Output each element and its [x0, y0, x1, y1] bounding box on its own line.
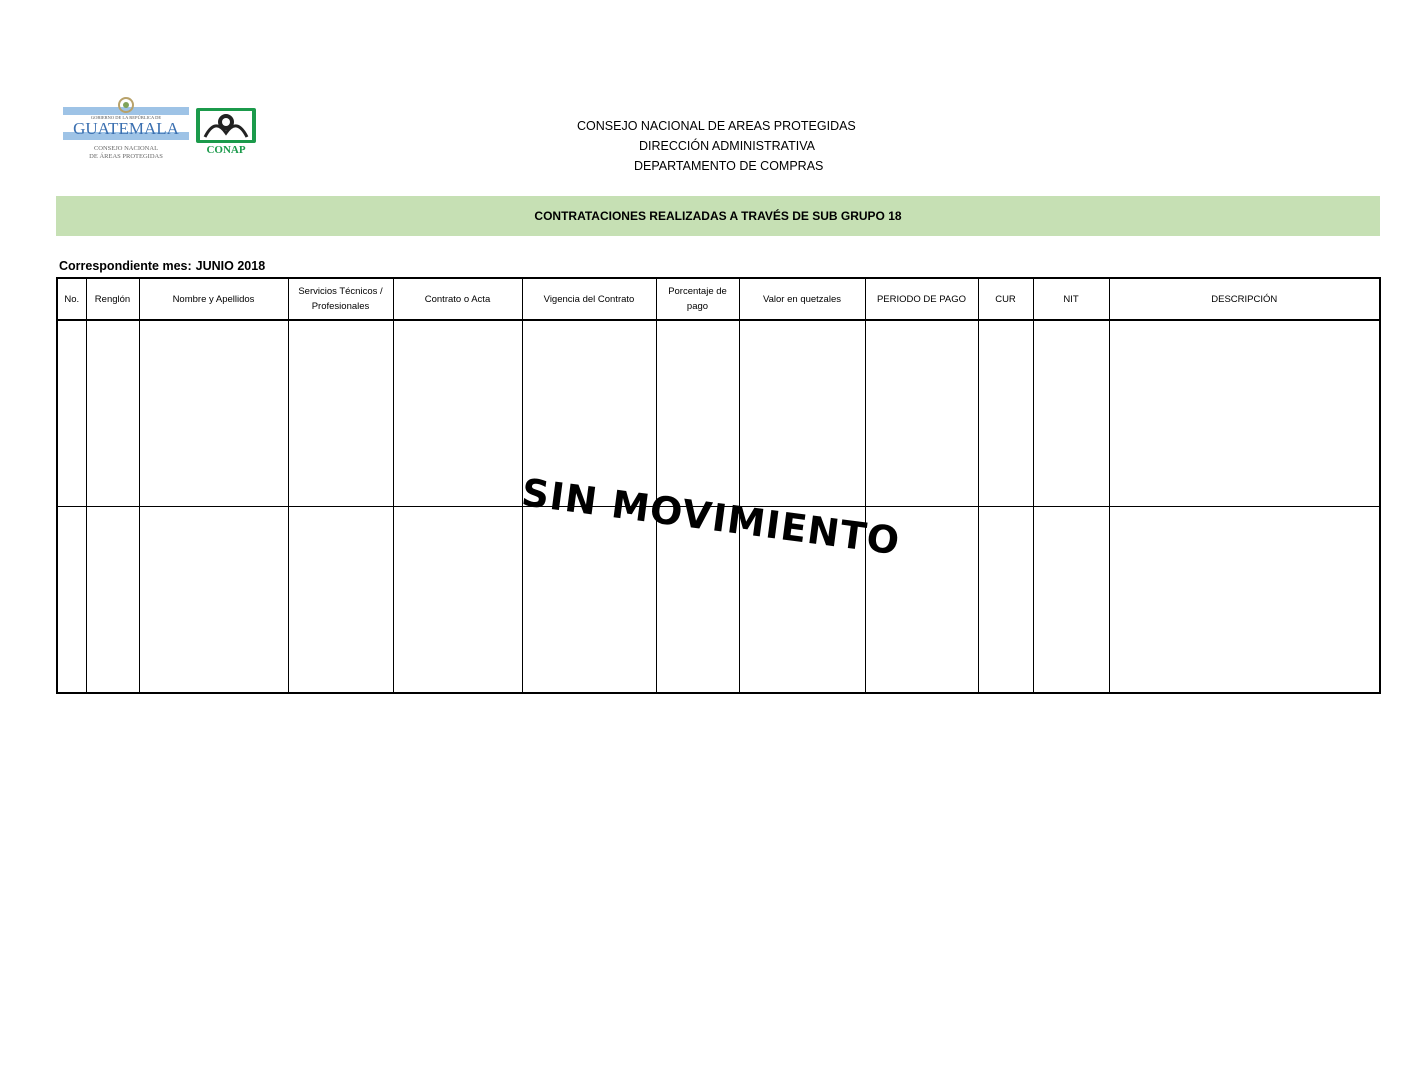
banner-title: CONTRATACIONES REALIZADAS A TRAVÉS DE SUB GRUPO 18: [534, 209, 902, 223]
col-header: NIT: [1033, 278, 1109, 320]
table-cell: [393, 507, 522, 694]
table-cell: [86, 320, 139, 507]
guatemala-logo-name: GUATEMALA: [73, 119, 179, 138]
table-row: [57, 320, 1380, 507]
table-cell: [656, 320, 739, 507]
table-cell: [57, 320, 86, 507]
table-header-row: [57, 278, 1380, 320]
col-header: Renglón: [86, 278, 139, 320]
table-cell: [739, 320, 865, 507]
table-cell: [393, 320, 522, 507]
sin-movimiento-stamp: SIN MOVIMIENTO: [519, 470, 903, 564]
guatemala-logo-sub2: DE ÁREAS PROTEGIDAS: [89, 153, 163, 160]
col-header: Contrato o Acta: [393, 278, 522, 320]
contracts-table: [56, 277, 1381, 694]
table-cell: [978, 320, 1033, 507]
guatemala-logo: [63, 97, 189, 163]
table-cell: [288, 320, 393, 507]
col-header: Servicios Técnicos / Profesionales: [288, 278, 393, 320]
table-cell: [139, 507, 288, 694]
col-header: Valor en quetzales: [739, 278, 865, 320]
period-line: [59, 259, 269, 273]
conap-logo: [195, 107, 257, 155]
table-cell: [978, 507, 1033, 694]
col-header: No.: [57, 278, 86, 320]
table-cell: [57, 507, 86, 694]
table-cell: [288, 507, 393, 694]
table-cell: [86, 507, 139, 694]
table-cell: [865, 320, 978, 507]
col-header: Porcentaje de pago: [656, 278, 739, 320]
period-label: Correspondiente mes:: [59, 259, 192, 273]
table-cell: [522, 507, 656, 694]
header-line-1: CONSEJO NACIONAL DE AREAS PROTEGIDAS: [577, 119, 856, 133]
section-banner: [56, 196, 1380, 236]
period-value: JUNIO 2018: [195, 259, 266, 273]
table-cell: [139, 320, 288, 507]
header-line-3: DEPARTAMENTO DE COMPRAS: [634, 159, 824, 173]
col-header: CUR: [978, 278, 1033, 320]
col-header: Vigencia del Contrato: [522, 278, 656, 320]
table-cell: [1109, 320, 1380, 507]
guatemala-logo-sub1: CONSEJO NACIONAL: [93, 145, 159, 152]
table-cell: [1033, 507, 1109, 694]
table-cell: [1033, 320, 1109, 507]
guatemala-logo-top-text: GOBIERNO DE LA REPÚBLICA DE: [90, 115, 162, 120]
conap-logo-name: CONAP: [206, 144, 246, 155]
col-header: Nombre y Apellidos: [139, 278, 288, 320]
col-header: DESCRIPCIÓN: [1109, 278, 1380, 320]
col-header: PERIODO DE PAGO: [865, 278, 978, 320]
header-line-2: DIRECCIÓN ADMINISTRATIVA: [639, 139, 815, 153]
table-cell: [1109, 507, 1380, 694]
